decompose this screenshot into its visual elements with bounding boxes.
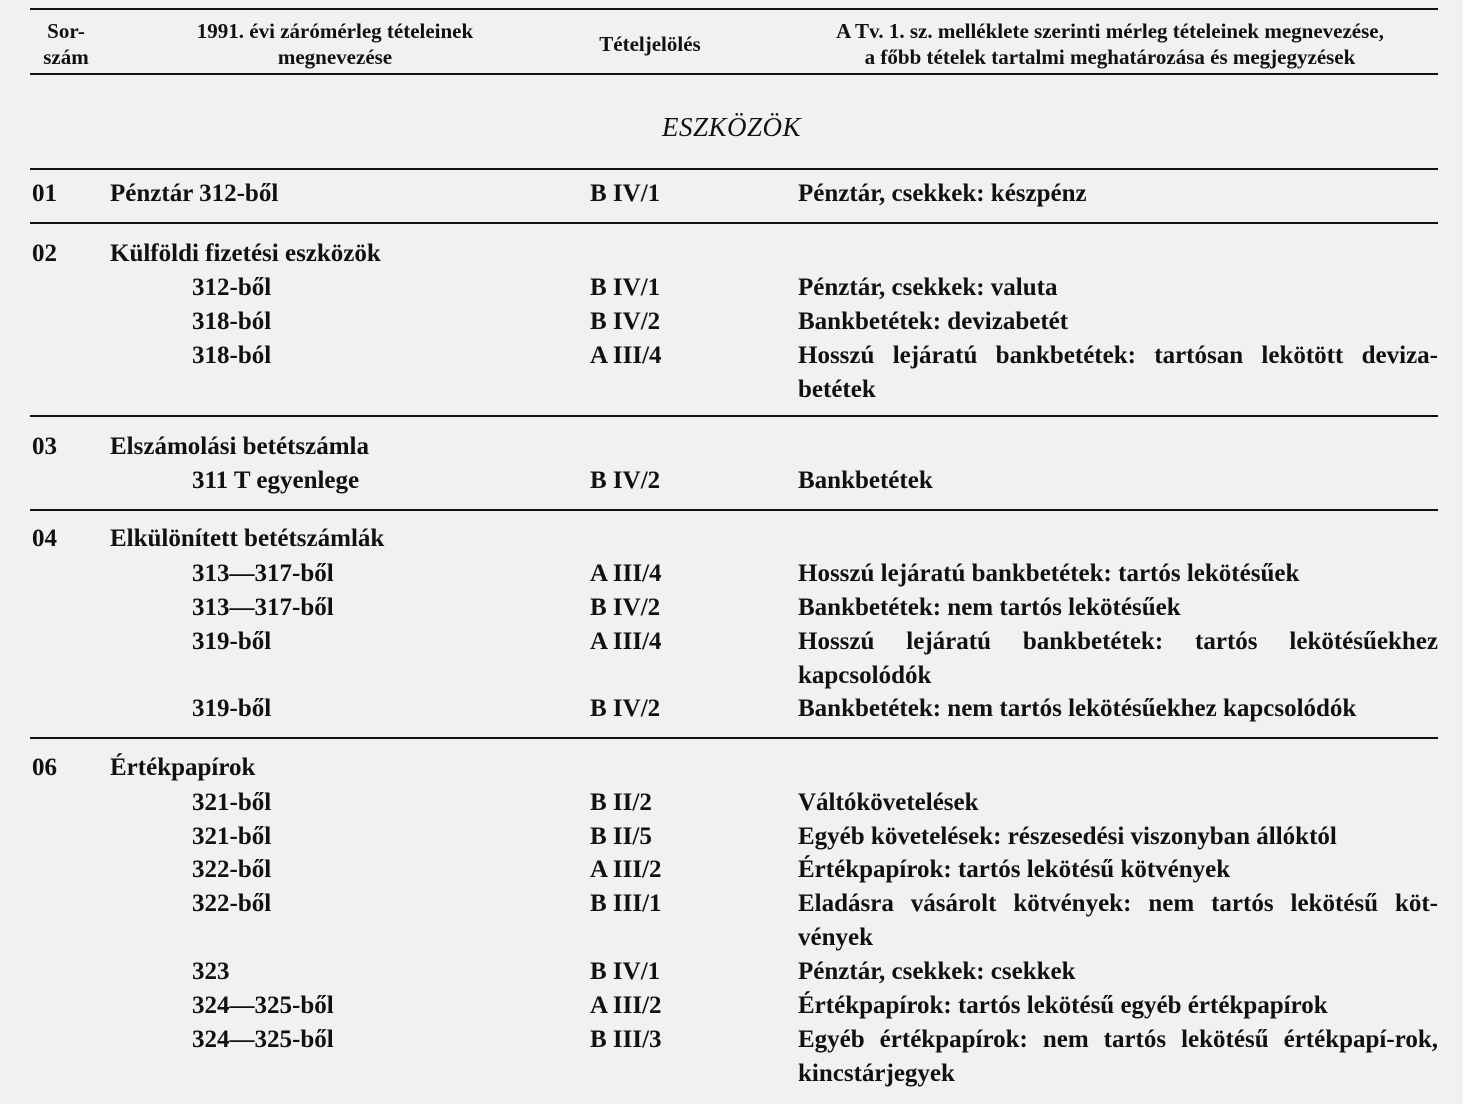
item-source: 313—317-ből: [192, 560, 334, 587]
header-col-name: [150, 18, 520, 70]
item-code: A III/4: [590, 628, 662, 655]
group-rule-06-top: [30, 737, 1438, 739]
header-col-number-line1: Sor-: [47, 19, 85, 43]
item-description: Hosszú lejáratú bankbetétek: tartós lekötésűek: [798, 560, 1300, 587]
item-code: B IV/2: [590, 594, 661, 621]
item-row: [0, 591, 1463, 625]
group-name: Értékpapírok: [110, 754, 256, 781]
item-code: A III/4: [590, 342, 662, 369]
group-row-06: [0, 751, 1463, 785]
item-code: B IV/1: [590, 180, 661, 207]
group-rule-02-top: [30, 222, 1438, 224]
item-source: 319-ből: [192, 628, 272, 655]
item-description: Pénztár, csekkek: valuta: [798, 274, 1058, 301]
header-top-rule: [30, 8, 1438, 10]
item-row: [0, 955, 1463, 989]
group-name: Pénztár 312-ből: [110, 180, 279, 207]
group-rule-03-top: [30, 415, 1438, 417]
header-col-number-line2: szám: [43, 45, 89, 69]
item-code: B IV/2: [590, 467, 661, 494]
item-row: [0, 989, 1463, 1023]
group-name: Elkülönített betétszámlák: [110, 525, 385, 552]
item-row: [0, 557, 1463, 591]
item-row: [0, 853, 1463, 887]
item-code: A III/2: [590, 992, 662, 1019]
group-number: 02: [32, 240, 57, 267]
header-col-description-line1: A Tv. 1. sz. melléklete szerinti mérleg tételeinek megnevezése,: [836, 19, 1384, 43]
item-code: B III/1: [590, 890, 662, 917]
item-description: Hosszú lejáratú bankbetétek: tartósan lekötött deviza-betétek: [798, 342, 1438, 403]
item-row: [0, 692, 1463, 726]
item-source: 324—325-ből: [192, 1026, 334, 1053]
item-code: B IV/1: [590, 274, 661, 301]
item-source: 321-ből: [192, 823, 272, 850]
group-number: 01: [32, 180, 57, 207]
item-code: B II/5: [590, 823, 652, 850]
group-row-04: [0, 522, 1463, 556]
header-bottom-rule: [30, 73, 1438, 75]
item-description: Hosszú lejáratú bankbetétek: tartós lekötésűekhez kapcsolódók: [798, 628, 1438, 689]
header-col-code: [565, 31, 735, 57]
group-name: Elszámolási betétszámla: [110, 433, 369, 460]
group-rule-04-top: [30, 509, 1438, 511]
section-title: ESZKÖZÖK: [661, 112, 802, 142]
item-source: 313—317-ből: [192, 594, 334, 621]
item-description: Bankbetétek: nem tartós lekötésűek: [798, 594, 1181, 621]
item-description: Eladásra vásárolt kötvények: nem tartós lekötésű köt-vények: [798, 890, 1438, 951]
item-description: Egyéb értékpapírok: nem tartós lekötésű értékpapí-rok, kincstárjegyek: [798, 1026, 1438, 1087]
group-row-03: [0, 430, 1463, 464]
item-source: 312-ből: [192, 274, 272, 301]
item-code: B II/2: [590, 789, 652, 816]
item-description: Pénztár, csekkek: készpénz: [798, 180, 1087, 207]
item-description: Váltókövetelések: [798, 789, 979, 816]
item-code: B III/3: [590, 1026, 662, 1053]
header-col-name-line1: 1991. évi zárómérleg tételeinek: [196, 19, 474, 43]
item-row: [0, 305, 1463, 339]
item-source: 323: [192, 958, 230, 985]
item-description: Bankbetétek: devizabetét: [798, 308, 1069, 335]
item-description: Értékpapírok: tartós lekötésű kötvények: [798, 856, 1231, 883]
item-code: B IV/2: [590, 695, 661, 722]
item-code: A III/4: [590, 560, 662, 587]
item-row: [0, 820, 1463, 854]
item-row: [0, 887, 1463, 955]
header-col-number: [30, 18, 102, 70]
group-row-01: [0, 177, 1463, 211]
item-description: Pénztár, csekkek: csekkek: [798, 958, 1076, 985]
item-source: 321-ből: [192, 789, 272, 816]
item-source: 311 T egyenlege: [192, 467, 360, 494]
item-row: [0, 339, 1463, 407]
item-row: [0, 271, 1463, 305]
item-code: B IV/2: [590, 308, 661, 335]
item-row: [0, 625, 1463, 693]
item-row: [0, 786, 1463, 820]
item-description: Egyéb követelések: részesedési viszonyban állóktól: [798, 823, 1337, 850]
item-source: 318-ból: [192, 342, 272, 369]
group-number: 04: [32, 525, 57, 552]
item-source: 319-ből: [192, 695, 272, 722]
header-col-description-line2: a főbb tételek tartalmi meghatározása és megjegyzések: [864, 45, 1356, 69]
item-source: 322-ből: [192, 890, 272, 917]
group-row-02: [0, 237, 1463, 271]
item-row: [0, 464, 1463, 498]
group-number: 03: [32, 433, 57, 460]
item-row: [0, 1023, 1463, 1091]
item-source: 318-ból: [192, 308, 272, 335]
header-col-description: [760, 18, 1460, 70]
header-col-code-text: Tételjelölés: [599, 32, 701, 56]
group-number: 06: [32, 754, 57, 781]
group-name: Külföldi fizetési eszközök: [110, 240, 381, 267]
item-description: Bankbetétek: [798, 467, 933, 494]
item-description: Értékpapírok: tartós lekötésű egyéb értékpapírok: [798, 992, 1328, 1019]
group-rule-01-top: [30, 168, 1438, 170]
item-code: B IV/1: [590, 958, 661, 985]
item-source: 324—325-ből: [192, 992, 334, 1019]
header-col-name-line2: megnevezése: [277, 45, 393, 69]
item-source: 322-ből: [192, 856, 272, 883]
item-description: Bankbetétek: nem tartós lekötésűekhez kapcsolódók: [798, 695, 1357, 722]
item-code: A III/2: [590, 856, 662, 883]
